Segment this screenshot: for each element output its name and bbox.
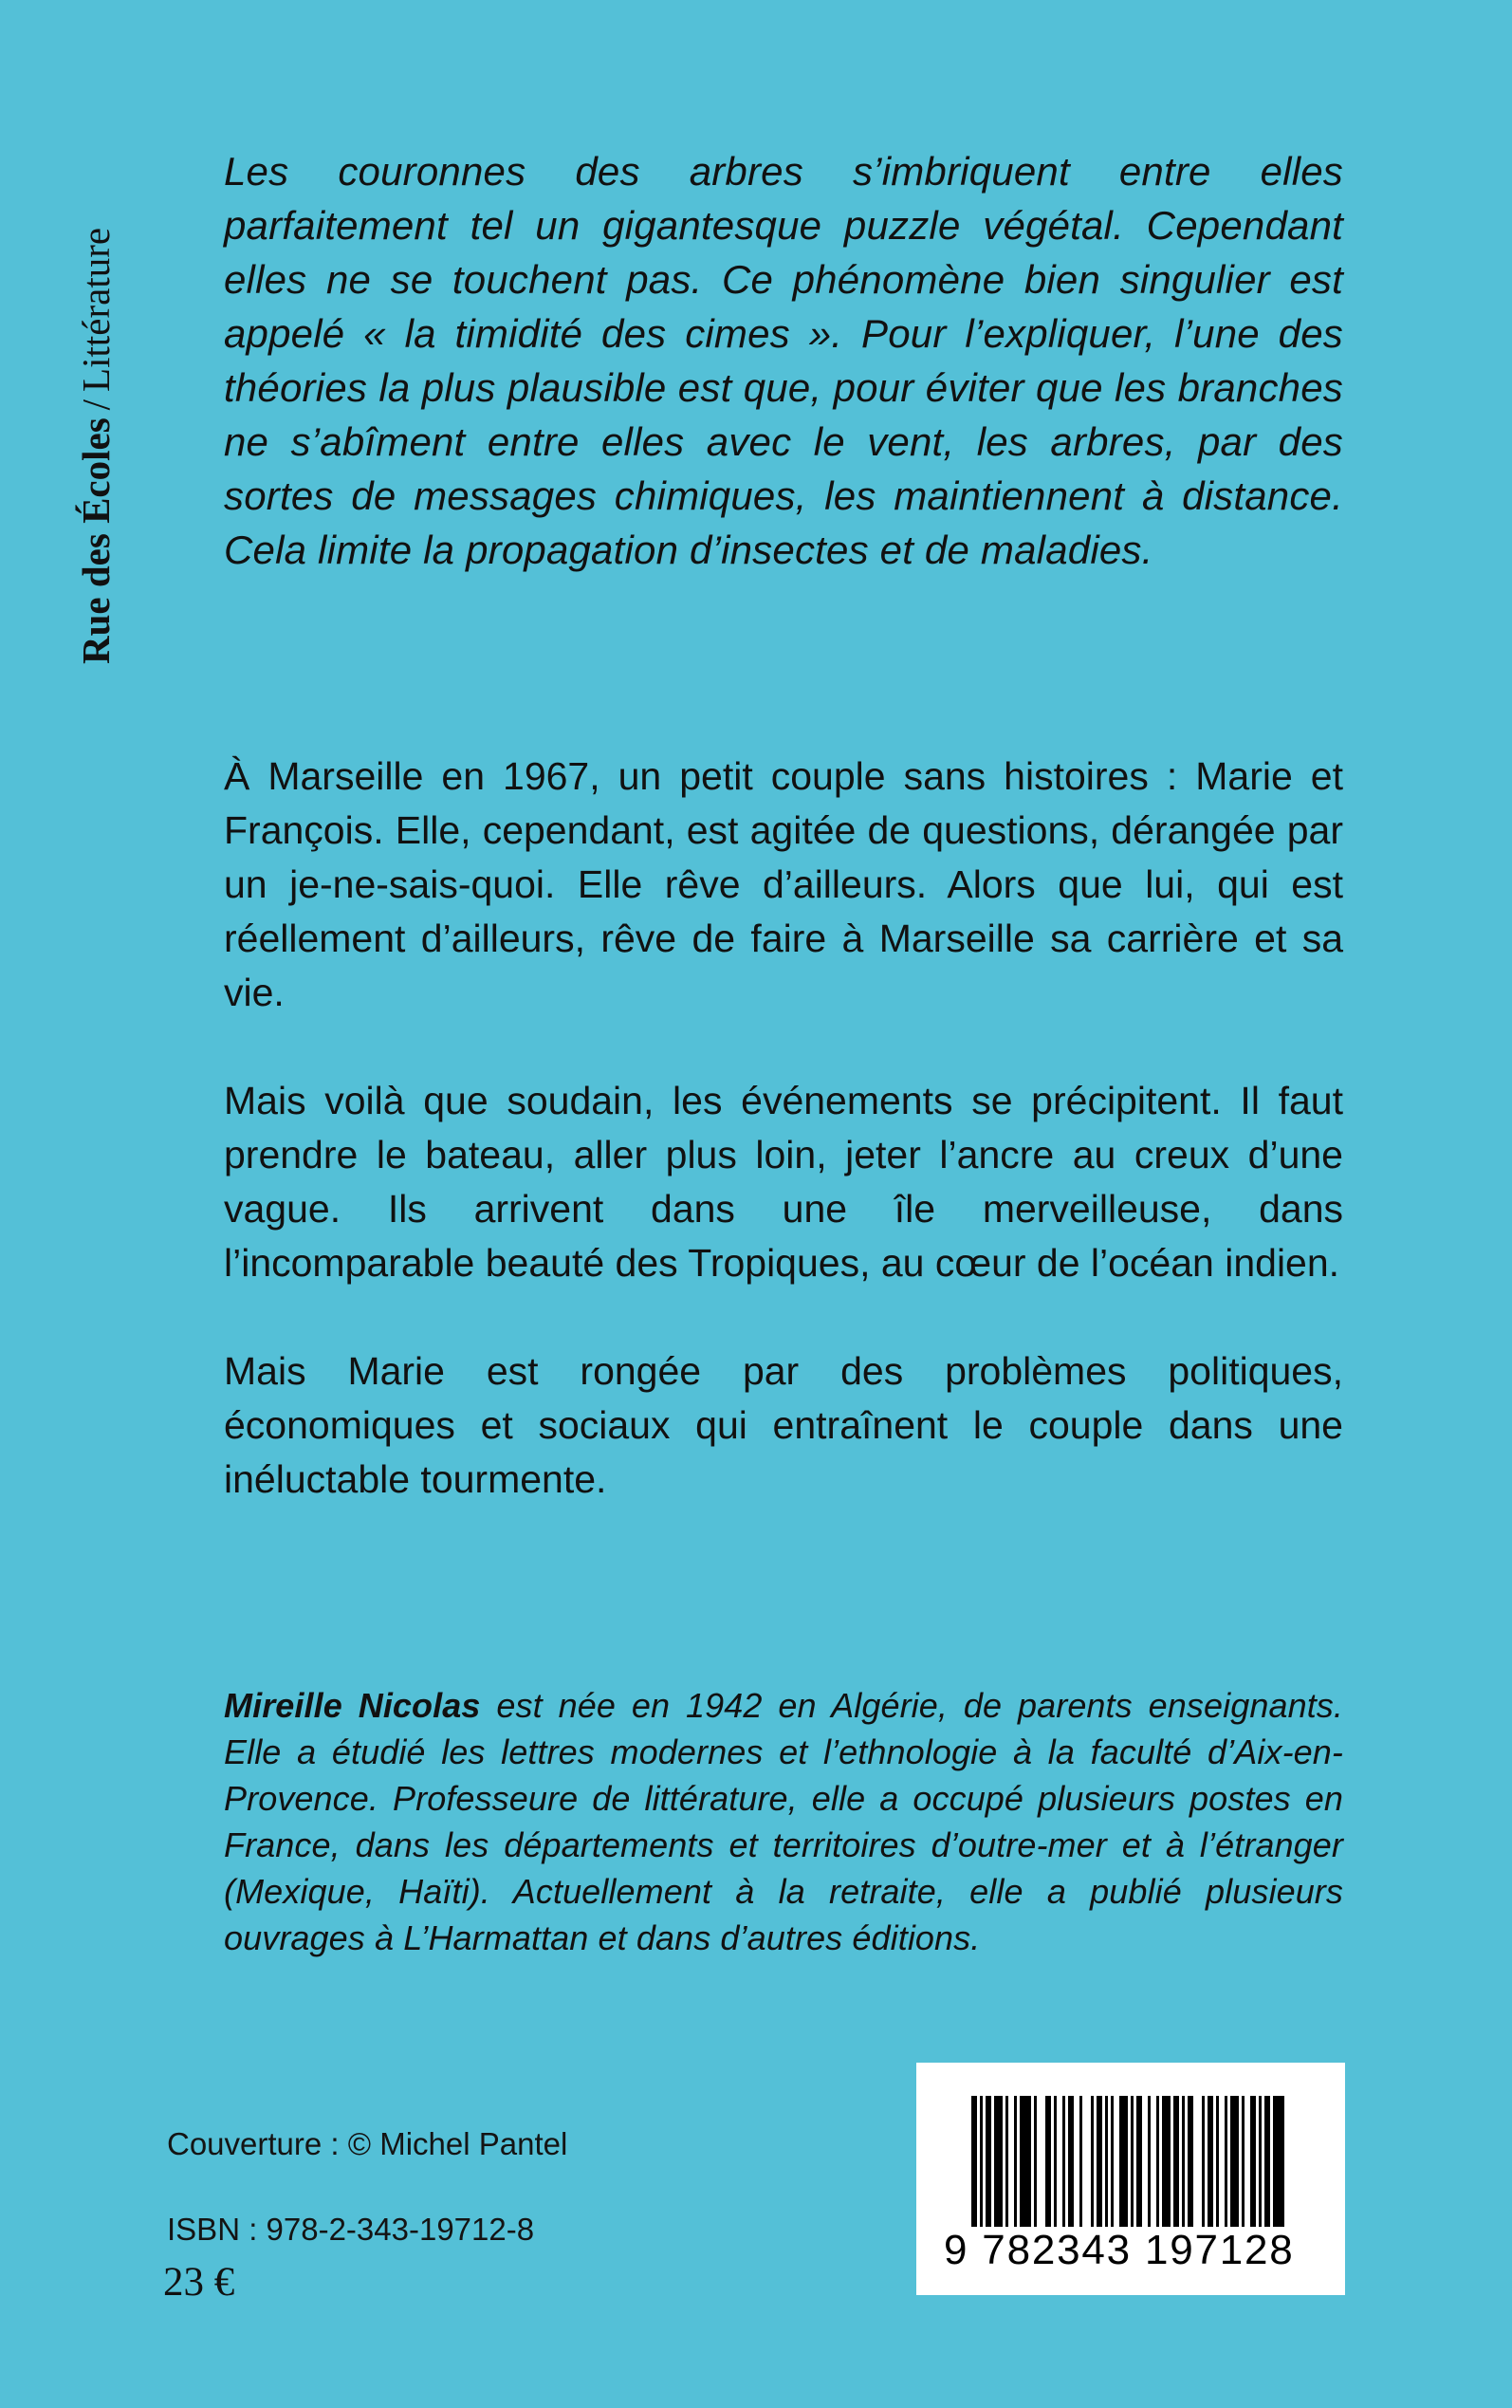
author-bio-text: est née en 1942 en Algérie, de parents enseignants. Elle a étudié les lettres modernes et l’ethnologie à la faculté d’Aix-en-Provence. Professeure de littérature, elle a occupé plusieurs postes en France, dans les départements et territoires d’outre-mer et à l’étranger (Mexique, Haïti). Actuellement à la retraite, elle a publié plusieurs ouvrages à L’Harmattan et dans d’autres éditions. [224, 1686, 1343, 1957]
author-bio [224, 1682, 1343, 1961]
summary-paragraph: À Marseille en 1967, un petit couple sans histoires : Marie et François. Elle, cependant, est agitée de questions, dérangée par un je-ne-sais-quoi. Elle rêve d’ailleurs. Alors que lui, qui est réellement d’ailleurs, rêve de faire à Marseille sa carrière et sa vie. [224, 754, 1343, 1014]
book-summary [224, 750, 1343, 1561]
price-label: 23 € [163, 2260, 235, 2305]
collection-name: Littérature [74, 227, 118, 392]
epigraph-text: Les couronnes des arbres s’imbriquent entre elles parfaitement tel un gigantesque puzzle végétal. Cependant elles ne se touchent pas. Ce phénomène bien singulier est appelé « la timidité des cimes ». Pour l’expliquer, l’une des théories la plus plausible est que, pour éviter que les branches ne s’abîment entre elles avec le vent, les arbres, par des sortes de messages chimiques, les maintiennent à distance. Cela limite la propagation d’insectes et de maladies. [224, 149, 1343, 572]
author-name: Mireille Nicolas [224, 1686, 481, 1725]
barcode-panel [916, 2063, 1345, 2295]
summary-paragraph: Mais Marie est rongée par des problèmes politiques, économiques et sociaux qui entraînent le couple dans une inéluctable tourmente. [224, 1349, 1343, 1501]
isbn-number: ISBN : 978-2-343-19712-8 [167, 2212, 535, 2247]
series-separator: / [74, 398, 118, 411]
barcode-number: 9 782343 197128 [944, 2227, 1295, 2273]
cover-credit: Couverture : © Michel Pantel [167, 2126, 568, 2161]
barcode-digits [943, 2228, 1322, 2273]
spine-title [63, 57, 129, 664]
series-name: Rue des Écoles [74, 417, 118, 664]
summary-paragraph: Mais voilà que soudain, les événements se précipitent. Il faut prendre le bateau, aller plus loin, jeter l’ancre au creux d’une vague. Ils arrivent dans une île merveilleuse, dans l’incomparable beauté des Tropiques, au cœur de l’océan indien. [224, 1079, 1343, 1285]
